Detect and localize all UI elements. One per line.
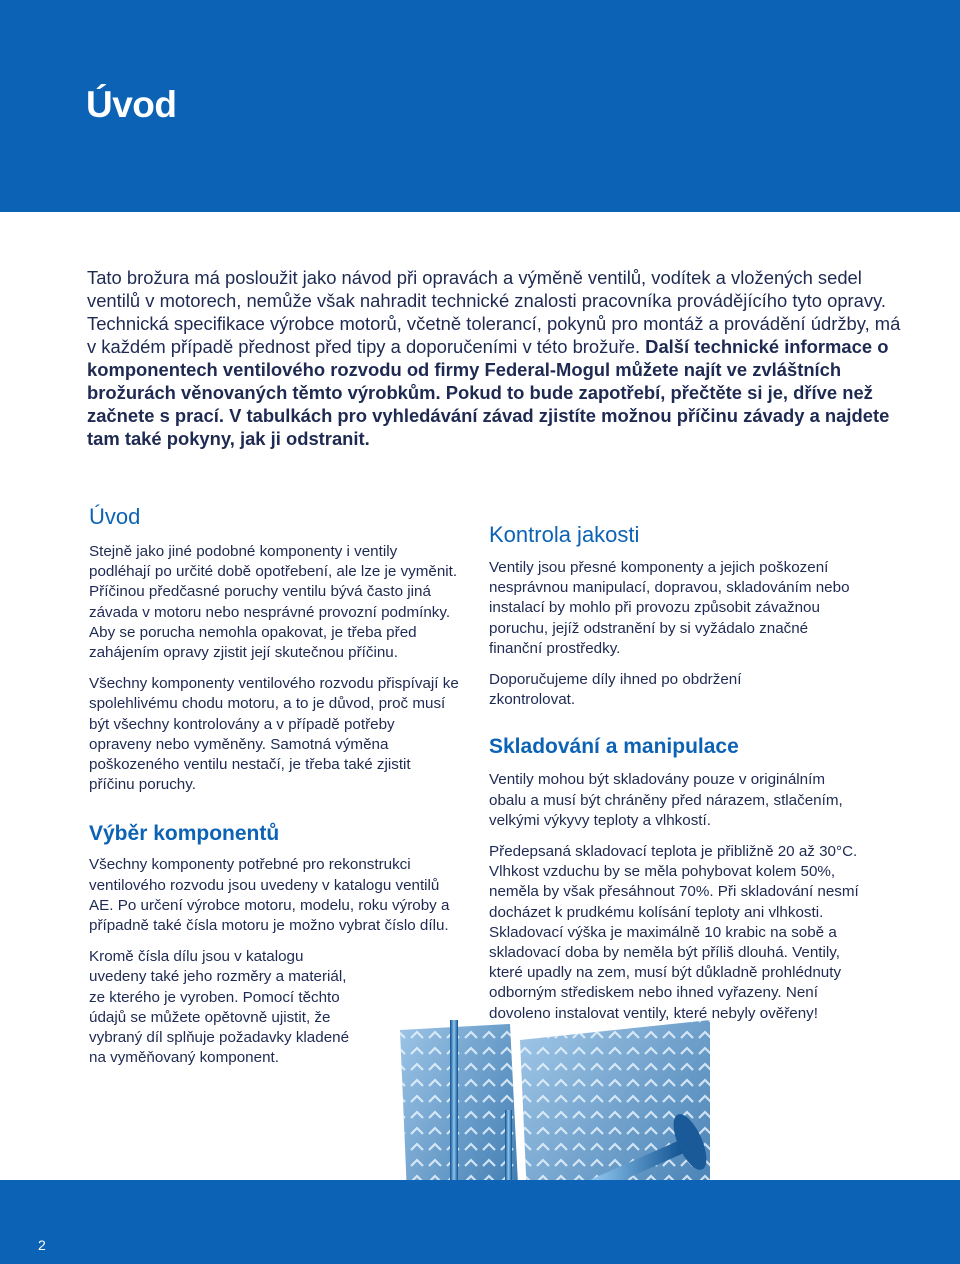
left-column — [89, 504, 459, 1079]
kontrola-paragraph-1: Ventily jsou přesné komponenty a jejich poškození nesprávnou manipulací, dopravou, skladováním nebo instalací by mohlo při provozu způsobit závažnou poruchu, jejíž odstranění by si vyžádalo značné finanční prostředky. — [489, 559, 850, 657]
vyber-paragraph-1: Všechny komponenty potřebné pro rekonstrukci ventilového rozvodu jsou uvedeny v katalogu ventilů AE. Po určení výrobce motoru, modelu, roku výroby a případně také čísla motoru je možno vybrat číslo dílu. — [89, 856, 450, 935]
intro-paragraph — [87, 266, 902, 450]
section-title-uvod: Úvod — [89, 504, 141, 529]
page-number: 2 — [38, 1237, 46, 1253]
section-title-vyber-komponentu: Výběr komponentů — [89, 822, 280, 846]
section-title-skladovani: Skladování a manipulace — [489, 735, 739, 759]
intro-text: Tato brožura má posloužit jako návod při opravách a výměně ventilů, vodítek a vložených sedel ventilů v motorech, nemůže však nahradit technické znalosti pracovníka provádějícího tyto opravy. Technická specifikace výrobce motorů, včetně tolerancí, pokynů pro montáž a provádění údržby, má v každém případě přednost před tipy a doporučeními v této brožuře. — [87, 267, 901, 357]
section-title-kontrola-jakosti: Kontrola jakosti — [489, 522, 640, 547]
kontrola-paragraph-2: Doporučujeme díly ihned po obdržení zkontrolovat. — [489, 671, 742, 709]
intro-text-bold: Další technické informace o komponentech ventilového rozvodu od firmy Federal-Mogul můžete najít ve zvláštních brožurách věnovaných těmto výrobkům. Pokud to bude zapotřebí, přečtěte si je, dříve než začnete s prací. V tabulkách pro vyhledávání závad zjistíte možnou příčinu závady a najdete tam také pokyny, jak ji odstranit. — [87, 336, 890, 449]
header-band — [0, 0, 960, 212]
skladovani-paragraph-2: Předepsaná skladovací teplota je přibližně 20 až 30°C. Vlhkost vzduchu by se měla pohybovat kolem 50%, neměla by však přesáhnout 70%. Při skladování nesmí docházet k prudkému kolísání teploty ani vlhkosti. Skladovací výška je maximálně 10 krabic na sobě a skladovací doba by neměla být příliš dlouhá. Ventily, které upadly na zem, musí být důkladně prohlédnuty odborným střediskem nebo ihned vyřazeny. Není dovoleno instalovat ventily, které nebyly ověřeny! — [489, 843, 859, 1022]
footer-band — [0, 1180, 960, 1264]
right-column — [489, 522, 864, 1035]
page-title: Úvod — [86, 84, 177, 125]
vyber-paragraph-2: Kromě čísla dílu jsou v katalogu uvedeny také jeho rozměry a materiál, ze kterého je vyroben. Pomocí těchto údajů se můžete opětovně ujistit, že vybraný díl splňuje požadavky kladené na vyměňovaný komponent. — [89, 948, 350, 1067]
uvod-paragraph-1: Stejně jako jiné podobné komponenty i ventily podléhají po určité době opotřebení, ale lze je vyměnit. Příčinou předčasné poruchy ventilu bývá často jiná závada v motoru nebo nesprávné provozní podmínky. Aby se porucha nemohla opakovat, je třeba před zahájením opravy zjistit její skutečnou příčinu. — [89, 543, 458, 662]
skladovani-paragraph-1: Ventily mohou být skladovány pouze v originálním obalu a musí být chráněny před nárazem, stlačením, velkými výkyvy teploty a vlhkostí. — [489, 771, 843, 829]
uvod-paragraph-2: Všechny komponenty ventilového rozvodu přispívají ke spolehlivému chodu motoru, a to je důvod, proč musí být všechny kontrolovány a v případě potřeby opraveny nebo vyměněny. Samotná výměna poškozeného ventilu nestačí, je třeba také zjistit příčinu poruchy. — [89, 675, 459, 794]
